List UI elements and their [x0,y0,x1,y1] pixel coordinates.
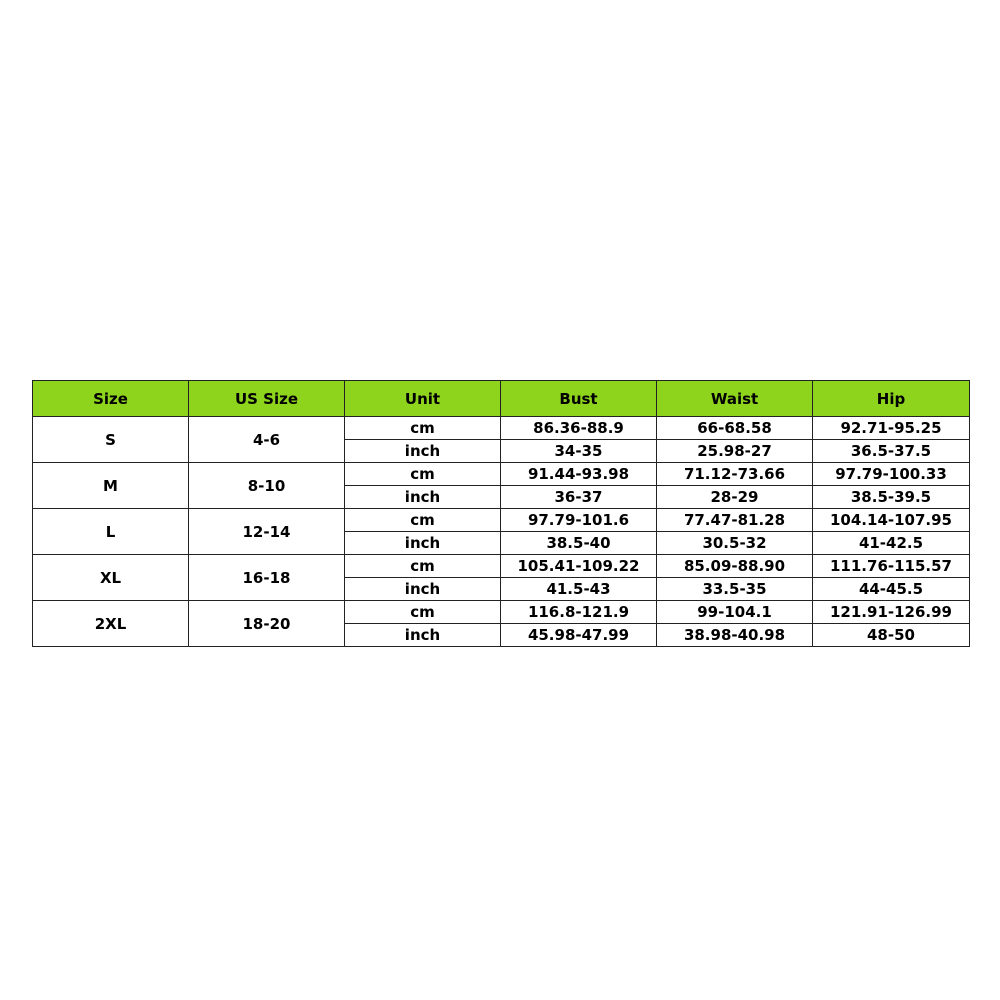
table-row [33,509,970,532]
us-size-cell: 12-14 [189,509,345,555]
header-hip: Hip [813,381,970,417]
size-cell: L [33,509,189,555]
unit-cell: inch [345,532,501,555]
header-waist: Waist [657,381,813,417]
unit-cell: inch [345,486,501,509]
hip-cell: 92.71-95.25 [813,417,970,440]
hip-cell: 111.76-115.57 [813,555,970,578]
unit-cell: cm [345,509,501,532]
unit-cell: inch [345,624,501,647]
us-size-cell: 16-18 [189,555,345,601]
bust-cell: 45.98-47.99 [501,624,657,647]
us-size-cell: 18-20 [189,601,345,647]
hip-cell: 48-50 [813,624,970,647]
size-chart-table [32,380,970,647]
us-size-cell: 8-10 [189,463,345,509]
hip-cell: 36.5-37.5 [813,440,970,463]
bust-cell: 97.79-101.6 [501,509,657,532]
table-body [33,417,970,647]
hip-cell: 38.5-39.5 [813,486,970,509]
bust-cell: 41.5-43 [501,578,657,601]
header-row [33,381,970,417]
bust-cell: 91.44-93.98 [501,463,657,486]
bust-cell: 86.36-88.9 [501,417,657,440]
unit-cell: cm [345,555,501,578]
waist-cell: 99-104.1 [657,601,813,624]
header-size: Size [33,381,189,417]
hip-cell: 121.91-126.99 [813,601,970,624]
table-header [33,381,970,417]
size-cell: XL [33,555,189,601]
waist-cell: 30.5-32 [657,532,813,555]
unit-cell: cm [345,601,501,624]
hip-cell: 104.14-107.95 [813,509,970,532]
table-row [33,417,970,440]
header-us-size: US Size [189,381,345,417]
waist-cell: 25.98-27 [657,440,813,463]
table-row [33,601,970,624]
waist-cell: 33.5-35 [657,578,813,601]
bust-cell: 36-37 [501,486,657,509]
waist-cell: 66-68.58 [657,417,813,440]
unit-cell: cm [345,417,501,440]
size-cell: 2XL [33,601,189,647]
us-size-cell: 4-6 [189,417,345,463]
waist-cell: 28-29 [657,486,813,509]
size-cell: S [33,417,189,463]
hip-cell: 97.79-100.33 [813,463,970,486]
hip-cell: 41-42.5 [813,532,970,555]
bust-cell: 34-35 [501,440,657,463]
bust-cell: 38.5-40 [501,532,657,555]
waist-cell: 85.09-88.90 [657,555,813,578]
header-bust: Bust [501,381,657,417]
size-cell: M [33,463,189,509]
waist-cell: 77.47-81.28 [657,509,813,532]
table-row [33,555,970,578]
hip-cell: 44-45.5 [813,578,970,601]
bust-cell: 105.41-109.22 [501,555,657,578]
waist-cell: 71.12-73.66 [657,463,813,486]
header-unit: Unit [345,381,501,417]
table-row [33,463,970,486]
unit-cell: inch [345,440,501,463]
unit-cell: inch [345,578,501,601]
waist-cell: 38.98-40.98 [657,624,813,647]
unit-cell: cm [345,463,501,486]
bust-cell: 116.8-121.9 [501,601,657,624]
